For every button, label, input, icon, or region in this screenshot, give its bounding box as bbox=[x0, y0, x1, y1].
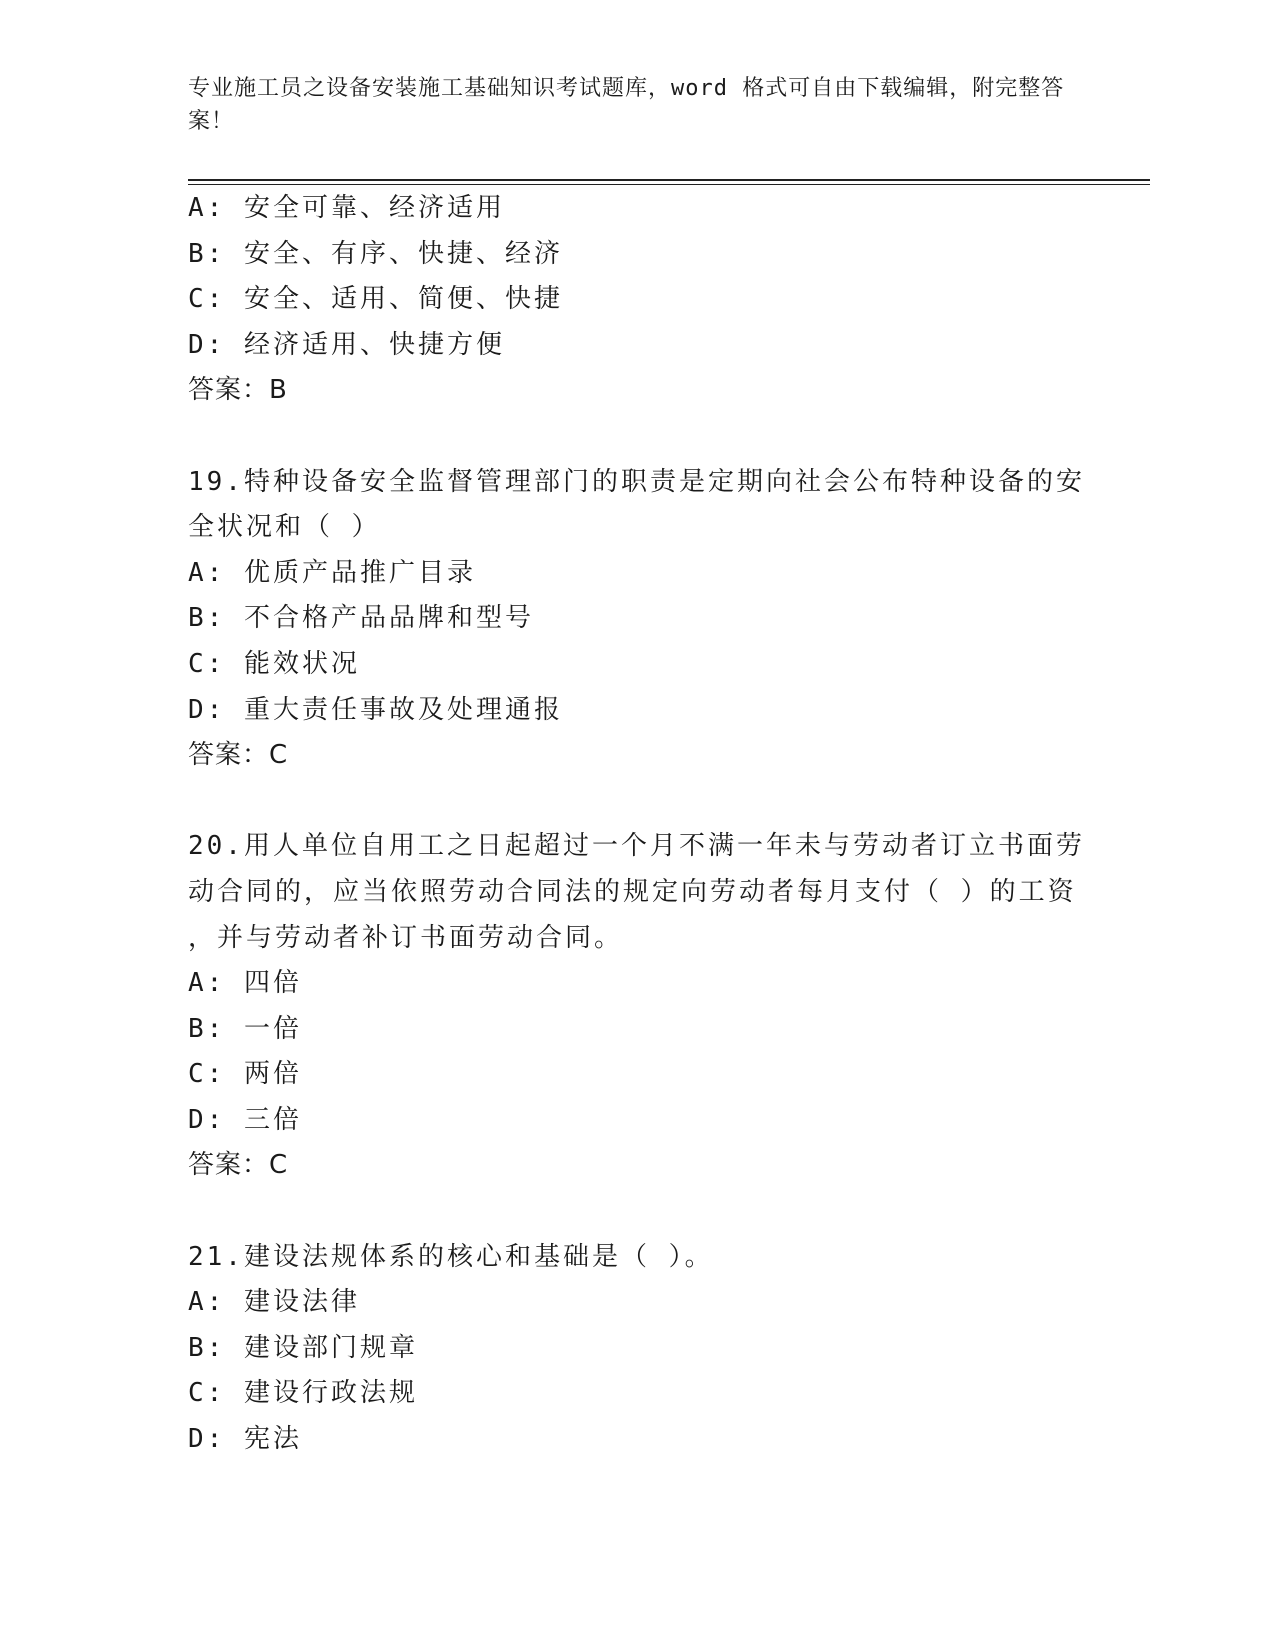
spacer bbox=[188, 1189, 1088, 1235]
question-list bbox=[188, 186, 1088, 1463]
answer-line: 答案：B bbox=[188, 375, 288, 406]
option-d: D: 重大责任事故及处理通报 bbox=[188, 694, 563, 725]
question-stem-line: 全状况和（ ） bbox=[188, 512, 381, 543]
option-c: C: 能效状况 bbox=[188, 648, 360, 679]
option-b: B: 一倍 bbox=[188, 1013, 302, 1044]
question-18 bbox=[188, 186, 1088, 414]
header-divider-thin bbox=[188, 184, 1150, 185]
question-stem-line: ，并与劳动者补订书面劳动合同。 bbox=[188, 922, 624, 953]
option-b: B: 不合格产品品牌和型号 bbox=[188, 603, 534, 634]
option-c: C: 建设行政法规 bbox=[188, 1378, 418, 1409]
option-a: A: 四倍 bbox=[188, 968, 302, 999]
option-d: D: 三倍 bbox=[188, 1104, 302, 1135]
option-a: A: 安全可靠、经济适用 bbox=[188, 193, 505, 223]
question-19 bbox=[188, 460, 1088, 779]
option-d: D: 宪法 bbox=[188, 1424, 302, 1455]
option-d: D: 经济适用、快捷方便 bbox=[188, 329, 505, 360]
option-b: B: 建设部门规章 bbox=[188, 1332, 418, 1363]
option-a: A: 优质产品推广目录 bbox=[188, 557, 476, 588]
answer-line: 答案：C bbox=[188, 740, 289, 771]
question-20 bbox=[188, 824, 1088, 1189]
question-21 bbox=[188, 1235, 1088, 1463]
option-a: A: 建设法律 bbox=[188, 1287, 360, 1318]
document-header: 专业施工员之设备安装施工基础知识考试题库，word 格式可自由下载编辑，附完整答案！ bbox=[188, 76, 1065, 134]
question-stem-line: 20.用人单位自用工之日起超过一个月不满一年未与劳动者订立书面劳 bbox=[188, 831, 1085, 862]
question-stem-line: 21.建设法规体系的核心和基础是（ ）。 bbox=[188, 1241, 714, 1272]
option-c: C: 安全、适用、简便、快捷 bbox=[188, 284, 563, 315]
answer-line: 答案：C bbox=[188, 1150, 289, 1181]
option-b: B: 安全、有序、快捷、经济 bbox=[188, 238, 563, 269]
option-c: C: 两倍 bbox=[188, 1059, 302, 1090]
spacer bbox=[188, 414, 1088, 460]
question-stem-line: 19.特种设备安全监督管理部门的职责是定期向社会公布特种设备的安 bbox=[188, 466, 1085, 497]
question-stem-line: 动合同的，应当依照劳动合同法的规定向劳动者每月支付（ ）的工资 bbox=[188, 876, 1077, 907]
spacer bbox=[188, 779, 1088, 825]
header-divider-thick bbox=[188, 179, 1150, 181]
